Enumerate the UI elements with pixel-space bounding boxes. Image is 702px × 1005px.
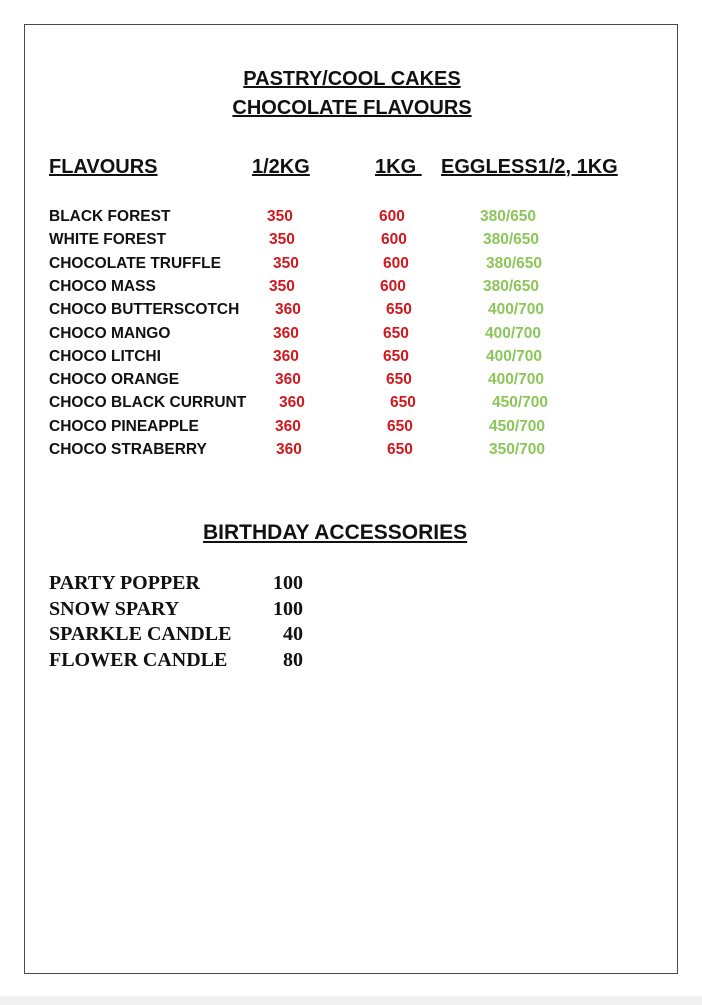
accessory-name: FLOWER CANDLE xyxy=(49,648,228,671)
accessories-title: BIRTHDAY ACCESSORIES xyxy=(203,521,468,544)
flavour-row xyxy=(25,391,679,414)
flavour-row xyxy=(25,252,679,275)
menu-page xyxy=(24,24,678,974)
accessory-row xyxy=(25,622,679,647)
flavour-row xyxy=(25,345,679,368)
price-half-kg: 360 xyxy=(279,394,305,412)
price-eggless: 400/700 xyxy=(488,371,545,389)
price-half-kg: 350 xyxy=(269,231,295,249)
accessory-row xyxy=(25,597,679,622)
accessory-row xyxy=(25,571,679,596)
bottom-strip xyxy=(0,996,702,1005)
price-half-kg: 360 xyxy=(273,347,299,365)
price-eggless: 380/650 xyxy=(483,277,540,295)
price-one-kg: 600 xyxy=(379,208,405,225)
header-eggless: EGGLESS1/2, 1KG xyxy=(441,156,618,178)
price-half-kg: 350 xyxy=(267,208,293,225)
flavour-name: CHOCO BLACK CURRUNT xyxy=(49,394,247,412)
price-half-kg: 360 xyxy=(275,301,301,319)
accessory-name: SNOW SPARY xyxy=(49,597,180,620)
header-one-kg: 1KG xyxy=(375,156,422,178)
accessory-price: 80 xyxy=(283,648,303,671)
price-eggless: 450/700 xyxy=(492,394,549,412)
price-half-kg: 360 xyxy=(276,441,302,458)
price-one-kg: 650 xyxy=(387,441,413,458)
flavour-row xyxy=(25,205,679,228)
price-eggless: 380/650 xyxy=(480,208,537,225)
flavour-name: BLACK FOREST xyxy=(49,208,171,225)
flavour-row xyxy=(25,415,679,438)
price-half-kg: 360 xyxy=(275,371,301,389)
flavour-name: CHOCO MASS xyxy=(49,277,156,295)
flavour-name: CHOCOLATE TRUFFLE xyxy=(49,254,221,272)
price-half-kg: 360 xyxy=(275,417,301,435)
accessory-price: 40 xyxy=(283,623,303,645)
price-one-kg: 650 xyxy=(390,394,416,412)
accessory-price: 100 xyxy=(273,597,303,620)
price-one-kg: 650 xyxy=(387,417,413,435)
flavour-name: CHOCO ORANGE xyxy=(49,371,180,389)
price-eggless: 350/700 xyxy=(489,441,546,458)
price-one-kg: 600 xyxy=(380,277,406,295)
flavour-row xyxy=(25,438,679,461)
flavour-row xyxy=(25,322,679,345)
flavour-row xyxy=(25,298,679,321)
price-eggless: 400/700 xyxy=(488,301,545,319)
header-flavours: FLAVOURS xyxy=(49,156,158,178)
price-eggless: 450/700 xyxy=(489,417,546,435)
price-eggless: 380/650 xyxy=(486,254,543,272)
price-half-kg: 350 xyxy=(269,277,295,295)
page-title: PASTRY/COOL CAKES xyxy=(243,68,461,90)
price-eggless: 400/700 xyxy=(486,347,543,365)
price-eggless: 400/700 xyxy=(485,324,542,342)
flavour-name: CHOCO BUTTERSCOTCH xyxy=(49,301,240,319)
price-one-kg: 650 xyxy=(383,347,409,365)
flavour-row xyxy=(25,275,679,298)
flavour-row xyxy=(25,228,679,251)
accessory-name: SPARKLE CANDLE xyxy=(49,623,232,645)
flavour-name: CHOCO LITCHI xyxy=(49,347,161,365)
price-one-kg: 600 xyxy=(381,231,407,249)
accessory-price: 100 xyxy=(273,572,303,594)
accessory-name: PARTY POPPER xyxy=(49,572,200,594)
flavour-row xyxy=(25,368,679,391)
flavour-name: WHITE FOREST xyxy=(49,231,167,249)
price-half-kg: 350 xyxy=(273,254,299,272)
flavour-name: CHOCO PINEAPPLE xyxy=(49,417,199,435)
price-one-kg: 650 xyxy=(386,301,412,319)
flavour-name: CHOCO STRABERRY xyxy=(49,441,207,458)
price-eggless: 380/650 xyxy=(483,231,540,249)
price-half-kg: 360 xyxy=(273,324,299,342)
price-one-kg: 600 xyxy=(383,254,409,272)
page-subtitle: CHOCOLATE FLAVOURS xyxy=(232,97,472,119)
accessory-row xyxy=(25,648,679,673)
price-one-kg: 650 xyxy=(383,324,409,342)
flavour-name: CHOCO MANGO xyxy=(49,324,171,342)
price-one-kg: 650 xyxy=(386,371,412,389)
header-half-kg: 1/2KG xyxy=(252,156,310,178)
